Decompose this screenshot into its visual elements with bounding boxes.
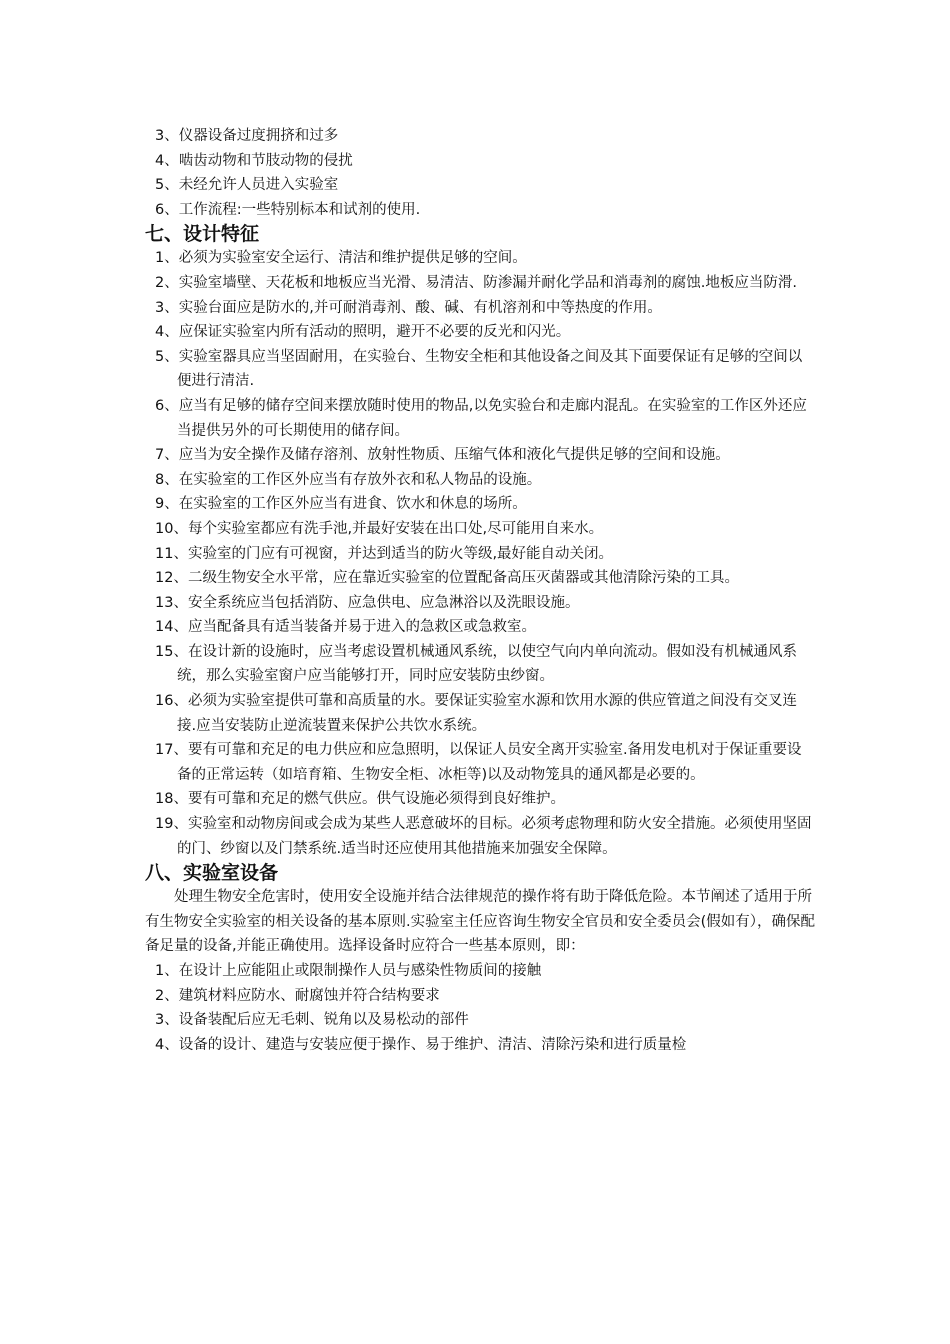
list-item: 12、二级生物安全水平常，应在靠近实验室的位置配备高压灭菌器或其他清除污染的工具。 <box>155 570 739 587</box>
list-item: 7、应当为安全操作及储存溶剂、放射性物质、压缩气体和液化气提供足够的空间和设施。 <box>155 447 730 464</box>
list-item: 18、要有可靠和充足的燃气供应。供气设施必须得到良好维护。 <box>155 791 565 808</box>
list-item: 2、建筑材料应防水、耐腐蚀并符合结构要求 <box>155 987 440 1004</box>
list-item: 16、必须为实验室提供可靠和高质量的水。要保证实验室水源和饮用水源的供应管道之间没有交叉连接.应当安装防止逆流装置来保护公共饮水系统。 <box>155 693 797 734</box>
list-item: 4、设备的设计、建造与安装应便于操作、易于维护、清洁、清除污染和进行质量检 <box>155 1036 687 1053</box>
list-item: 6、应当有足够的储存空间来摆放随时使用的物品,以免实验台和走廊内混乱。在实验室的工作区外还应当提供另外的可长期使用的储存间。 <box>155 397 807 439</box>
list-item: 4、应保证实验室内所有活动的照明，避开不必要的反光和闪光。 <box>155 324 571 341</box>
list-item: 1、在设计上应能阻止或限制操作人员与感染性物质间的接触 <box>155 963 542 979</box>
list-item: 11、实验室的门应有可视窗，并达到适当的防火等级,最好能自动关闭。 <box>155 545 614 562</box>
list-item: 2、实验室墙壁、天花板和地板应当光滑、易清洁、防渗漏并耐化学品和消毒剂的腐蚀.地板应当防滑. <box>155 274 797 291</box>
list-item: 4、啮齿动物和节肢动物的侵扰 <box>155 152 353 169</box>
list-item: 3、设备装配后应无毛刺、锐角以及易松动的部件 <box>155 1012 469 1029</box>
intro-paragraph: 处理生物安全危害时，使用安全设施并结合法律规范的操作将有助于降低危险。本节阐述了适用于所有生物安全实验室的相关设备的基本原则.实验室主任应咨询生物安全官员和安全委员会(假如有），确保配备足量的设备,并能正确使用。选择设备时应符合一些基本原则，即： <box>145 889 816 955</box>
section-heading-lab-equipment: 八、实验室设备 <box>145 862 279 885</box>
list-item: 8、在实验室的工作区外应当有存放外衣和私人物品的设施。 <box>155 471 542 488</box>
list-item: 15、在设计新的设施时，应当考虑设置机械通风系统，以使空气向内单向流动。假如没有机械通风系统，那么实验室窗户应当能够打开，同时应安装防虫纱窗。 <box>155 643 797 685</box>
list-item: 13、安全系统应当包括消防、应急供电、应急淋浴以及洗眼设施。 <box>155 594 580 611</box>
list-item: 5、未经允许人员进入实验室 <box>155 177 339 194</box>
list-item: 5、实验室器具应当坚固耐用，在实验台、生物安全柜和其他设备之间及其下面要保证有足够的空间以便进行清洁. <box>155 348 803 390</box>
list-item: 9、在实验室的工作区外应当有进食、饮水和休息的场所。 <box>155 496 527 513</box>
section-heading-design-features: 七、设计特征 <box>145 223 260 246</box>
list-item: 14、应当配备具有适当装备并易于进入的急救区或急救室。 <box>155 619 536 636</box>
list-item: 6、工作流程:一些特别标本和试剂的使用. <box>155 201 421 218</box>
list-item: 3、仪器设备过度拥挤和过多 <box>155 128 339 144</box>
document-body <box>145 124 815 1057</box>
list-item: 1、必须为实验室安全运行、清洁和维护提供足够的空间。 <box>155 250 527 267</box>
list-item: 3、实验台面应是防水的,并可耐消毒剂、酸、碱、有机溶剂和中等热度的作用。 <box>155 299 662 316</box>
list-item: 17、要有可靠和充足的电力供应和应急照明，以保证人员安全离开实验室.备用发电机对于保证重要设备的正常运转（如培育箱、生物安全柜、冰柜等)以及动物笼具的通风都是必要的。 <box>155 742 802 783</box>
list-item: 10、每个实验室都应有洗手池,并最好安装在出口处,尽可能用自来水。 <box>155 520 604 537</box>
list-item: 19、实验室和动物房间或会成为某些人恶意破坏的目标。必须考虑物理和防火安全措施。必须使用坚固的门、纱窗以及门禁系统.适当时还应使用其他措施来加强安全保障。 <box>155 816 812 857</box>
